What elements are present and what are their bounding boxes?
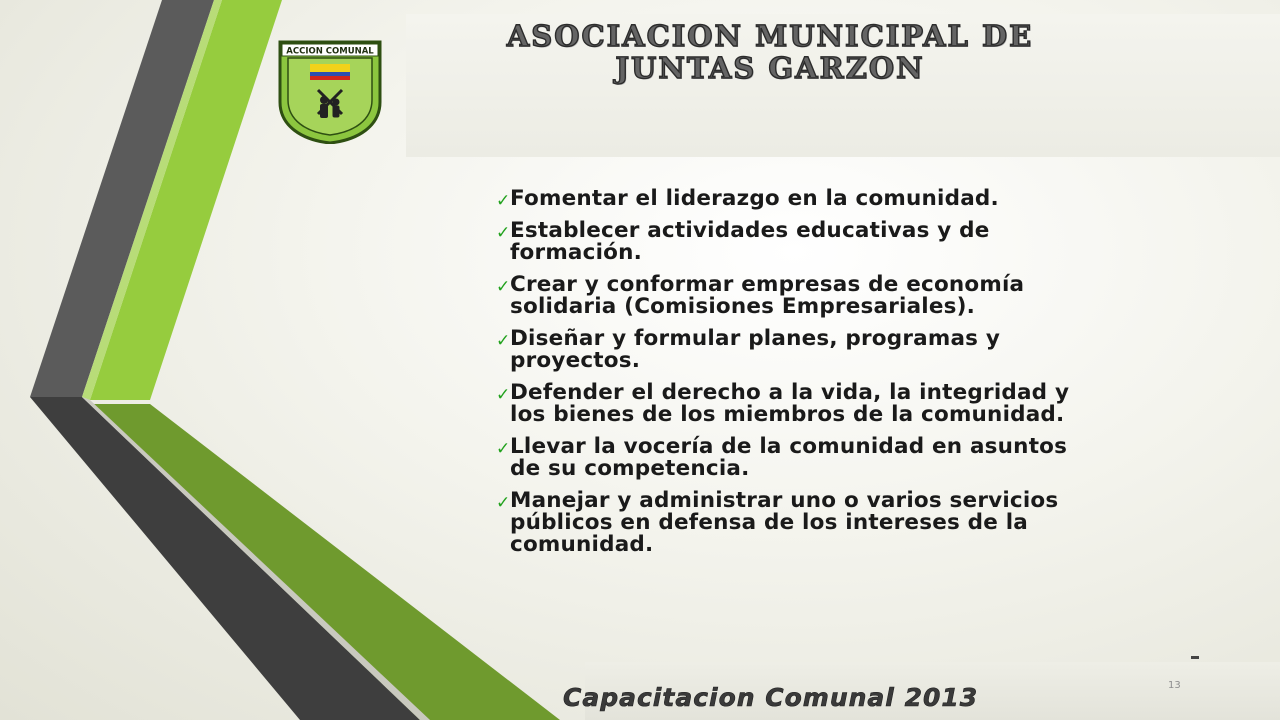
- checkmark-icon: ✓: [496, 277, 511, 297]
- list-item: [496, 328, 1096, 372]
- list-item: [496, 220, 1096, 264]
- list-item-text: Diseñar y formular planes, programas y proyectos.: [510, 326, 1001, 373]
- list-item: [496, 436, 1096, 480]
- checkmark-icon: ✓: [496, 385, 511, 405]
- checkmark-icon: ✓: [496, 493, 511, 513]
- checkmark-icon: ✓: [496, 331, 511, 351]
- logo-person-2-head: [333, 99, 340, 106]
- logo-person-1-head: [320, 96, 328, 104]
- list-item-text: Establecer actividades educativas y de formación.: [510, 218, 990, 265]
- title-line-2: JUNTAS GARZON: [615, 51, 925, 85]
- list-item-text: Llevar la vocería de la comunidad en asuntos de su competencia.: [510, 434, 1068, 481]
- logo-flag-blue: [310, 72, 350, 76]
- list-item-text: Crear y conformar empresas de economía solidaria (Comisiones Empresariales).: [510, 272, 1025, 319]
- list-item-text: Defender el derecho a la vida, la integridad y los bienes de los miembros de la comunidad.: [510, 380, 1070, 427]
- logo-person-2-body: [333, 106, 340, 118]
- list-item-text: Manejar y administrar uno o varios servicios públicos en defensa de los intereses de la comunidad.: [510, 488, 1059, 557]
- list-item: [496, 274, 1096, 318]
- logo-flag-yellow: [310, 64, 350, 72]
- list-item: [496, 490, 1096, 556]
- checkmark-icon: ✓: [496, 439, 511, 459]
- logo-flag-red: [310, 76, 350, 80]
- gray-stripe-lower: [30, 397, 420, 720]
- checkmark-icon: ✓: [496, 223, 511, 243]
- page-number: 13: [1168, 680, 1181, 691]
- checkmark-icon: ✓: [496, 191, 511, 211]
- list-item-text: Fomentar el liderazgo en la comunidad.: [510, 186, 999, 211]
- title-line-1: ASOCIACION MUNICIPAL DE: [506, 19, 1034, 53]
- list-item: [496, 188, 1096, 210]
- stripe-highlight: [82, 397, 430, 720]
- footer-title: Capacitacion Comunal 2013: [563, 683, 979, 712]
- accion-comunal-logo: [276, 40, 384, 144]
- slide-mark: [1191, 656, 1199, 659]
- logo-label: ACCION COMUNAL: [286, 46, 374, 57]
- logo-person-1-body: [320, 104, 328, 118]
- objectives-list: [496, 188, 1096, 566]
- page-title: [440, 20, 1100, 84]
- list-item: [496, 382, 1096, 426]
